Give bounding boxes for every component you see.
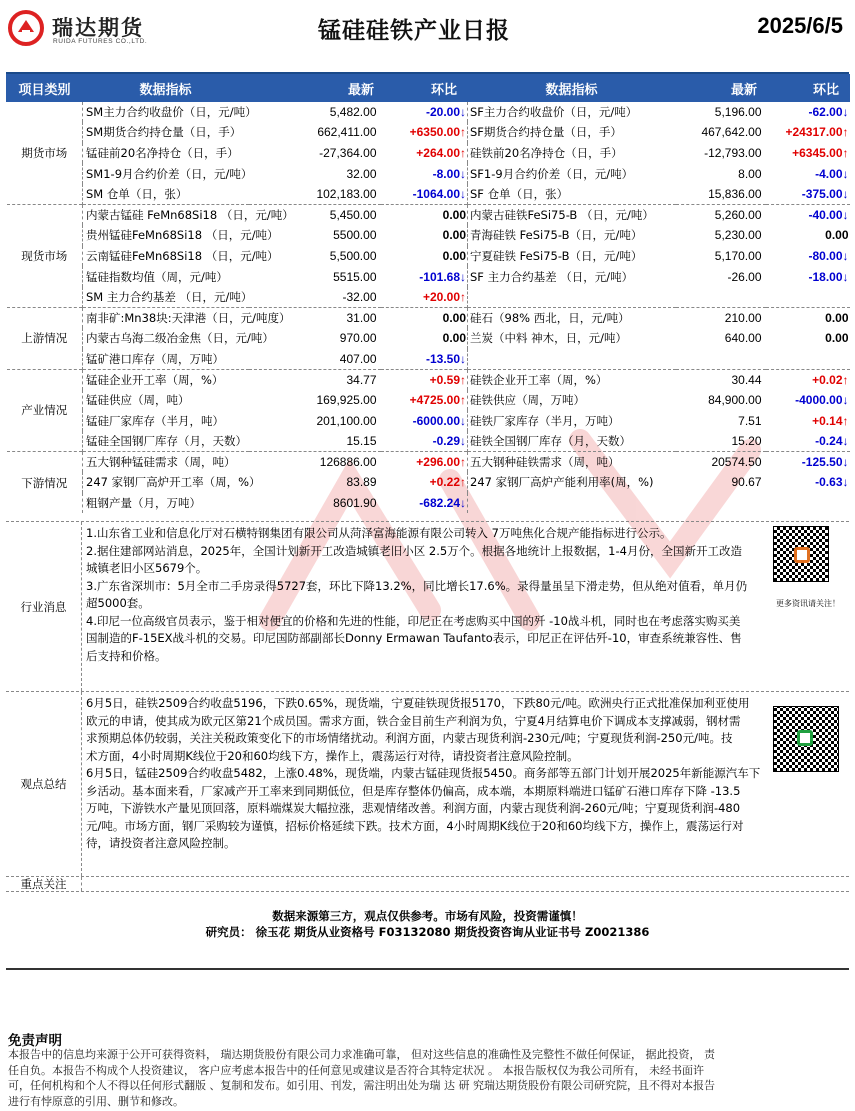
latest-value: 32.00 [346, 166, 377, 181]
change-value: -4.00↓ [815, 166, 849, 181]
indicator-name: 锰矿港口库存（周，万吨） [86, 351, 224, 366]
change-value: -4000.00↓ [795, 393, 849, 408]
source-note: 数据来源第三方，观点仅供参考。市场有风险，投资需谨慎！ [272, 909, 583, 923]
table-row [7, 163, 850, 184]
researcher-info: 研究员： 徐玉花 期货从业资格号 F03132080 期货投资咨询从业证书号 Z0021386 [205, 925, 650, 939]
news-line: 超5000套。 [86, 596, 150, 610]
indicator-name: SM 仓单（日，张） [86, 186, 188, 201]
table-row [7, 493, 850, 514]
latest-value: 7.51 [738, 413, 762, 428]
indicator-name: 硅铁前20名净持仓（日，手） [470, 145, 623, 160]
change-value: +0.02↑ [766, 369, 850, 390]
change-value: +296.00↑ [381, 452, 468, 473]
disclaimer-text [8, 1047, 848, 1109]
latest-value: 90.67 [731, 475, 762, 490]
latest-value: 169,925.00 [316, 393, 377, 408]
col-header-change-2: 环比 [766, 75, 850, 102]
category-cell: 产业情况 [7, 369, 83, 451]
indicator-name: 锰硅厂家库存（半月，吨） [86, 413, 224, 428]
indicator-name [468, 349, 676, 370]
indicator-name: 粗钢产量（月，万吨） [86, 496, 201, 511]
latest-value: -32.00 [342, 289, 377, 304]
indicator-name: 南非矿:Mn38块:天津港（日，元/吨度） [83, 307, 249, 328]
summary-line: 元/吨。市场方面，钢厂采购较为谨慎，招标价格延续下跌。技术方面，4小时周期K线位于20和60均线下方，操作上，震荡运行对 [86, 818, 744, 833]
change-value: +6350.00↑ [381, 122, 468, 143]
indicator-name: SF 仓单（日，张） [470, 186, 569, 201]
table-row [7, 287, 850, 308]
disclaimer-line: 本报告中的信息均来源于公开可获得资料， 瑞达期货股份有限公司力求准确可靠， 但对这些信息的准确性及完整性不做任何保证， 据此投资， 责 [8, 1048, 715, 1061]
change-value: -6000.00↓ [381, 410, 468, 431]
change-value: -101.68↓ [381, 266, 468, 287]
report-header [0, 0, 855, 60]
summary-line: 待，请投资者注意风险控制。 [86, 836, 236, 850]
change-value: +264.00↑ [381, 143, 468, 164]
latest-value: -12,793.00 [704, 145, 762, 160]
change-value: -8.00↓ [381, 163, 468, 184]
category-cell: 期货市场 [7, 102, 83, 205]
company-logo [8, 8, 168, 48]
latest-value: 5500.00 [333, 228, 377, 243]
latest-value: 407.00 [339, 351, 377, 366]
indicator-name: SM期货合约持仓量（日，手） [86, 125, 242, 140]
indicator-name: 硅铁全国钢厂库存（月，天数） [470, 434, 631, 449]
summary-section [6, 691, 849, 876]
change-value: 0.00 [381, 204, 468, 225]
indicator-name: 宁夏硅铁 FeSi75-B（日，元/吨） [470, 248, 643, 263]
indicator-name: SF期货合约持仓量（日，手） [470, 125, 622, 140]
table-row [7, 102, 850, 123]
footer-divider [6, 968, 849, 970]
indicator-name: 硅石（98% 西北，日，元/吨） [468, 307, 676, 328]
latest-value: 5,170.00 [714, 248, 762, 263]
change-value: -80.00↓ [808, 248, 849, 263]
indicator-name: 锰硅企业开工率（周，%） [83, 369, 249, 390]
summary-line: 乡活动。基本面来看，厂家减产开工率来到同期低位，但是库存整体仍偏高，成本端，本期原料端进口锰矿石港口库存下降 -13.5 [86, 783, 741, 798]
indicator-name: 内蒙古乌海二级冶金焦（日，元/吨） [86, 331, 274, 346]
table-row [7, 390, 850, 411]
latest-value: 83.89 [346, 475, 377, 490]
latest-value [676, 287, 766, 308]
latest-value [676, 493, 766, 514]
change-value: +24317.00↑ [785, 125, 849, 140]
industry-news-label: 行业消息 [6, 522, 82, 691]
summary-line: 6月5日，锰硅2509合约收盘5482，上涨0.48%，现货端，内蒙古锰硅现货报5450。商务部等五部门计划开展2025年新能源汽车下 [86, 766, 761, 780]
col-header-change: 环比 [381, 75, 468, 102]
table-row [7, 472, 850, 493]
latest-value: 15.20 [731, 434, 762, 449]
table-row [7, 369, 850, 390]
latest-value: 5,260.00 [676, 204, 766, 225]
industry-news-text [86, 525, 766, 665]
change-value: +20.00↑ [381, 287, 468, 308]
change-value: +6345.00↑ [792, 145, 849, 160]
latest-value: -27,364.00 [319, 145, 377, 160]
change-value: -125.50↓ [766, 452, 850, 473]
change-value: -40.00↓ [766, 204, 850, 225]
latest-value: 640.00 [724, 331, 762, 346]
col-header-category: 项目类别 [7, 75, 83, 102]
news-line: 1.山东省工业和信息化厅对石横特钢集团有限公司从菏泽富海能源有限公司转入 7万吨焦化合规产能指标进行公示。 [86, 526, 672, 540]
category-cell: 下游情况 [7, 452, 83, 514]
indicator-name: 247 家钢厂高炉开工率（周，%） [86, 475, 261, 490]
latest-value: 84,900.00 [708, 393, 762, 408]
indicator-name: 兰炭（中料 神木，日，元/吨） [470, 331, 628, 346]
wechat-qr-icon [773, 706, 839, 772]
latest-value: 15,836.00 [708, 186, 762, 201]
table-body [7, 102, 850, 514]
indicator-name: SM主力合约收盘价（日，元/吨） [86, 105, 257, 120]
disclaimer-line: 可，任何机构和个人不得以任何形式翻版 、复制和发布。如引用、刊发，需注明出处为瑞 达 研 究瑞达期货股份有限公司研究院，且不得对本报告 [8, 1079, 715, 1092]
latest-value: 102,183.00 [316, 186, 377, 201]
focus-section [6, 876, 849, 892]
indicator-name: 云南锰硅FeMn68Si18 （日，元/吨） [86, 248, 279, 263]
indicator-name: SM1-9月合约价差（日，元/吨） [86, 166, 253, 181]
table-header-row [7, 75, 850, 102]
latest-value: 467,642.00 [701, 125, 762, 140]
change-value [766, 493, 850, 514]
latest-value: 210.00 [676, 307, 766, 328]
disclaimer-title: 免责声明 [8, 1033, 62, 1049]
table-row [7, 349, 850, 370]
latest-value: 5515.00 [333, 269, 377, 284]
data-table-wrapper [6, 74, 849, 513]
ruida-logo-icon [8, 10, 44, 46]
latest-value: 970.00 [339, 331, 377, 346]
latest-value: 34.77 [249, 369, 381, 390]
logo-text-cn: 瑞达期货 [52, 16, 144, 40]
latest-value: 15.15 [346, 434, 377, 449]
indicator-name: 锰硅全国钢厂库存（月，天数） [86, 434, 247, 449]
change-value: -375.00↓ [801, 186, 849, 201]
news-line: 2.据住建部网站消息，2025年，全国计划新开工改造城镇老旧小区 2.5万个。根据各地统计上报数据，1-4月份，全国新开工改造 [86, 543, 742, 558]
col-header-indicator-2: 数据指标 [468, 75, 676, 102]
indicator-name: 247 家钢厂高炉产能利用率(周，%) [470, 475, 654, 490]
news-line: 3.广东省深圳市：5月全市二手房录得5727套，环比下降13.2%，同比增长17.6%。录得量虽呈下滑走势，但从绝对值看，单月仍 [86, 578, 748, 593]
summary-text [86, 695, 766, 853]
change-value: -20.00↓ [381, 102, 468, 123]
latest-value: -26.00 [727, 269, 762, 284]
latest-value: 5,230.00 [714, 228, 762, 243]
col-header-indicator: 数据指标 [83, 75, 249, 102]
indicator-name [468, 287, 676, 308]
category-cell: 现货市场 [7, 204, 83, 307]
summary-label: 观点总结 [6, 692, 82, 876]
change-value: -0.63↓ [815, 475, 849, 490]
indicator-name: 青海硅铁 FeSi75-B（日，元/吨） [470, 228, 643, 243]
indicator-name: 五大钢种锰硅需求（周，吨） [83, 452, 249, 473]
indicator-name: 内蒙古锰硅 FeMn68Si18 （日，元/吨） [83, 204, 249, 225]
latest-value: 8.00 [738, 166, 762, 181]
indicator-name: 内蒙古硅铁FeSi75-B （日，元/吨） [468, 204, 676, 225]
indicator-name: 贵州锰硅FeMn68Si18 （日，元/吨） [86, 228, 279, 243]
change-value: -682.24↓ [381, 493, 468, 514]
indicator-name: 硅铁厂家库存（半月，万吨） [470, 413, 620, 428]
news-line: 后支持和价格。 [86, 648, 167, 663]
logo-text-en: RUIDA FUTURES CO.,LTD. [53, 38, 148, 45]
change-value: -1064.00↓ [381, 184, 468, 205]
latest-value: 201,100.00 [316, 413, 377, 428]
category-cell: 上游情况 [7, 307, 83, 369]
latest-value: 662,411.00 [317, 125, 377, 140]
summary-line: 欧元的申请，使其成为欧元区第21个成员国。需求方面，铁合金目前生产利润为负，宁夏4月结算电价下调成本支撑减弱，钢材需 [86, 713, 741, 728]
disclaimer-line: 进行有悖原意的引用、删节和修改。 [8, 1094, 184, 1108]
latest-value: 126886.00 [249, 452, 381, 473]
table-row [7, 410, 850, 431]
change-value: +4725.00↑ [381, 390, 468, 411]
qr-caption: 更多资讯请关注！ [776, 599, 840, 608]
change-value: 0.00 [766, 307, 850, 328]
summary-line: 求预期总体仍较弱，关注关税政策变化下的市场情绪扰动。利润方面，内蒙古现货利润-230元/吨；宁夏现货利润-250元/吨。技 [86, 731, 733, 745]
summary-line: 万吨，下游铁水产量见顶回落，原料端煤炭大幅拉涨，悲观情绪改善。利润方面，内蒙古现货利润-260元/吨；宁夏现货利润-480 [86, 801, 741, 815]
latest-value: 31.00 [249, 307, 381, 328]
indicator-name [468, 493, 676, 514]
table-row [7, 246, 850, 267]
latest-value: 5,450.00 [249, 204, 381, 225]
table-row [7, 225, 850, 246]
change-value: +0.59↑ [381, 369, 468, 390]
change-value: -0.29↓ [381, 431, 468, 452]
table-row [7, 266, 850, 287]
change-value [766, 349, 850, 370]
table-row [7, 184, 850, 205]
change-value: +0.14↑ [812, 413, 849, 428]
focus-label: 重点关注 [6, 877, 82, 891]
table-row [7, 452, 850, 473]
indicator-name: 硅铁企业开工率（周，%） [468, 369, 676, 390]
latest-value: 5,482.00 [329, 105, 377, 120]
indicator-name: SF 主力合约基差 （日，元/吨） [470, 269, 634, 284]
col-header-latest: 最新 [249, 75, 381, 102]
change-value: -18.00↓ [808, 269, 849, 284]
change-value: 0.00 [381, 225, 468, 246]
indicator-name: SM 主力合约基差 （日，元/吨） [86, 289, 253, 304]
table-row [7, 328, 850, 349]
news-line: 城镇老旧小区5679个。 [86, 561, 208, 575]
indicator-name: 锰硅供应（周，吨） [86, 393, 190, 408]
change-value: 0.00 [825, 331, 849, 346]
table-row [7, 307, 850, 328]
latest-value: 20574.50 [676, 452, 766, 473]
table-row [7, 122, 850, 143]
indicator-name: 五大钢种硅铁需求（周，吨） [468, 452, 676, 473]
latest-value [676, 349, 766, 370]
change-value [766, 287, 850, 308]
latest-value: 5,196.00 [714, 105, 762, 120]
news-line: 4.印尼一位高级官员表示，鉴于相对便宜的价格和先进的性能，印尼正在考虑购买中国的歼 -10战斗机，同时也在考虑落实购买美 [86, 613, 741, 628]
industry-news-section [6, 521, 849, 691]
disclaimer-line: 任自负。本报告不构成个人投资建议， 客户应考虑本报告中的任何意见或建议是否符合其特定状况 。 本报告版权仅为我公司所有， 未经书面许 [8, 1063, 704, 1077]
table-row [7, 204, 850, 225]
indicator-name: 硅铁供应（周，万吨） [470, 393, 585, 408]
indicator-name: SF主力合约收盘价（日，元/吨） [470, 105, 638, 120]
indicator-name: 锰硅指数均值（周，元/吨） [86, 269, 228, 284]
report-title: 锰硅硅铁产业日报 [318, 18, 510, 44]
change-value: 0.00 [381, 328, 468, 349]
latest-value: 8601.90 [333, 496, 377, 511]
indicator-name: 锰硅前20名净持仓（日，手） [86, 145, 239, 160]
table-row [7, 143, 850, 164]
change-value: 0.00 [381, 246, 468, 267]
summary-line: 6月5日，硅铁2509合约收盘5196，下跌0.65%，现货端，宁夏硅铁现货报5170，下跌80元/吨。欧洲央行正式批准保加利亚使用 [86, 696, 750, 710]
latest-value: 5,500.00 [329, 248, 377, 263]
change-value: +0.22↑ [381, 472, 468, 493]
market-data-table [6, 74, 850, 513]
change-value: 0.00 [381, 307, 468, 328]
change-value: 0.00 [825, 228, 849, 243]
change-value: -13.50↓ [381, 349, 468, 370]
indicator-name: SF1-9月合约价差（日，元/吨） [470, 166, 634, 181]
col-header-latest-2: 最新 [676, 75, 766, 102]
summary-line: 术方面，4小时周期K线位于20和60均线下方，操作上，震荡运行对待，请投资者注意风险控制。 [86, 748, 579, 763]
table-row [7, 431, 850, 452]
news-line: 国制造的F-15EX战斗机的交易。印尼国防部副部长Donny Ermawan Taufanto表示，印尼正在评估歼-10，审查系统兼容性、售 [86, 631, 742, 645]
change-value: -62.00↓ [808, 105, 849, 120]
latest-value: 30.44 [676, 369, 766, 390]
report-date: 2025/6/5 [757, 13, 843, 38]
change-value: -0.24↓ [815, 434, 849, 449]
qr-code-icon [773, 526, 829, 582]
